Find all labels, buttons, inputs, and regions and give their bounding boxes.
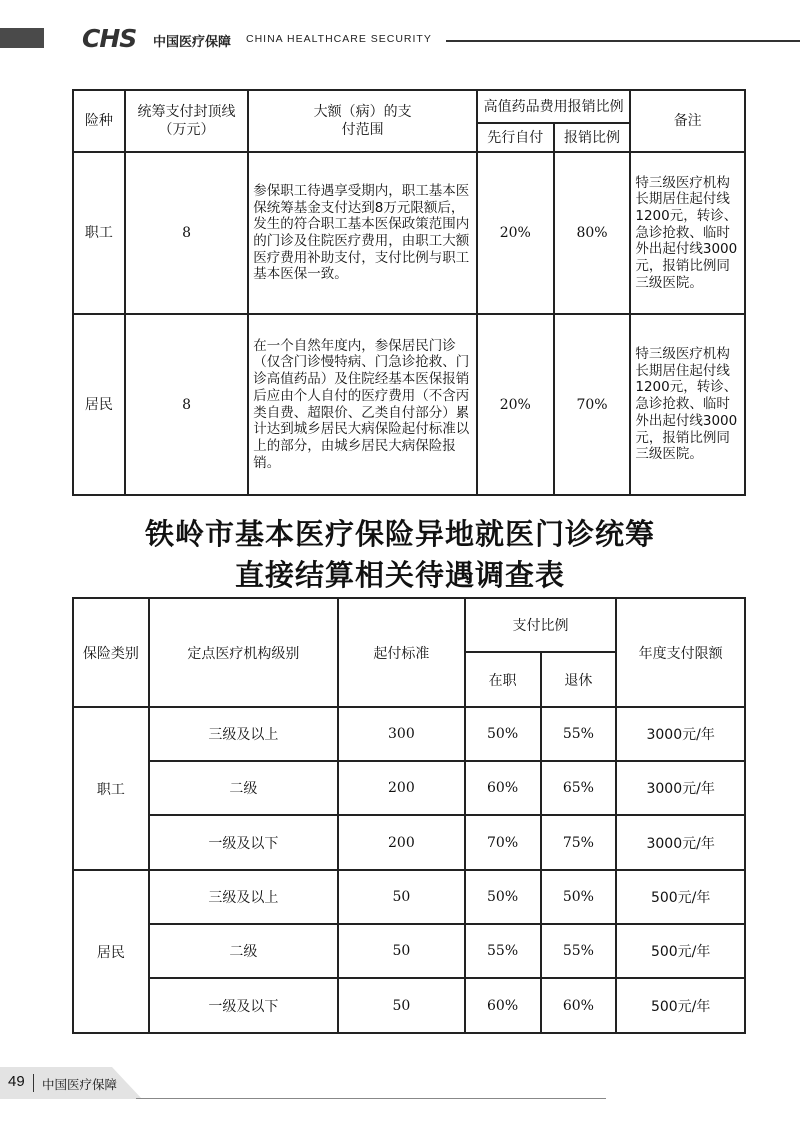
row-self-pay: 20% <box>477 314 554 495</box>
header-threshold: 起付标准 <box>338 598 465 707</box>
row-type: 职工 <box>73 152 125 314</box>
cell-limit: 500元/年 <box>616 978 745 1033</box>
header-type: 险种 <box>73 90 125 152</box>
header-category: 保险类别 <box>73 598 149 707</box>
critical-illness-table <box>72 89 746 496</box>
row-type: 居民 <box>73 314 125 495</box>
cell-retired: 75% <box>541 815 617 870</box>
cell-level: 一级及以下 <box>149 815 338 870</box>
table-row <box>73 761 745 815</box>
brand-en: CHINA HEALTHCARE SECURITY <box>246 33 432 45</box>
footer-brand: 中国医疗保障 <box>42 1077 118 1092</box>
header-self-pay: 先行自付 <box>477 123 554 152</box>
cell-limit: 3000元/年 <box>616 761 745 815</box>
row-remark: 特三级医疗机构长期居住起付线1200元，转诊、急诊抢救、临时外出起付线3000元，报销比例同三级医院。 <box>630 314 745 495</box>
table-row <box>73 870 745 924</box>
header-level: 定点医疗机构级别 <box>149 598 338 707</box>
row-self-pay: 20% <box>477 152 554 314</box>
header-rule <box>446 40 800 42</box>
table-row <box>73 924 745 978</box>
header-remark: 备注 <box>630 90 745 152</box>
row-scope: 在一个自然年度内，参保居民门诊（仅含门诊慢特病、门急诊抢救、门诊高值药品）及住院经基本医保报销后应由个人自付的医疗费用（不含丙类自费、超限价、乙类自付部分）累计达到城乡居民大病保险起付标准以上的部分，由城乡居民大病保险报销。 <box>248 314 477 495</box>
page-number: 49 <box>8 1073 25 1090</box>
cell-employed: 55% <box>465 924 541 978</box>
cell-level: 二级 <box>149 924 338 978</box>
table-row <box>73 978 745 1033</box>
brand-cn: 中国医疗保障 <box>153 35 232 50</box>
row-reimburse: 80% <box>554 152 631 314</box>
cell-level: 三级及以上 <box>149 870 338 924</box>
header-ratio: 支付比例 <box>465 598 617 652</box>
header-cap: 统筹支付封顶线（万元） <box>125 90 249 152</box>
cell-threshold: 50 <box>338 924 465 978</box>
cell-limit: 500元/年 <box>616 870 745 924</box>
table-row <box>73 707 745 761</box>
group-category: 居民 <box>73 870 149 1033</box>
cell-retired: 55% <box>541 924 617 978</box>
row-scope: 参保职工待遇享受期内，职工基本医保统筹基金支付达到8万元限额后，发生的符合职工基本医保政策范围内的门诊及住院医疗费用，由职工大额医疗费用补助支付，支付比例与职工基本医保一致。 <box>248 152 477 314</box>
footer-divider <box>33 1074 34 1092</box>
header-limit: 年度支付限额 <box>616 598 745 707</box>
cell-retired: 65% <box>541 761 617 815</box>
cell-employed: 70% <box>465 815 541 870</box>
row-reimburse: 70% <box>554 314 631 495</box>
chs-logo: CHS <box>82 24 137 53</box>
cell-retired: 55% <box>541 707 617 761</box>
header-bar <box>0 28 44 48</box>
cell-threshold: 300 <box>338 707 465 761</box>
cell-limit: 3000元/年 <box>616 815 745 870</box>
header-retired: 退休 <box>541 652 617 707</box>
cell-threshold: 200 <box>338 761 465 815</box>
group-category: 职工 <box>73 707 149 870</box>
cell-employed: 60% <box>465 978 541 1033</box>
header-drug-ratio: 高值药品费用报销比例 <box>477 90 630 123</box>
cell-retired: 50% <box>541 870 617 924</box>
row-cap: 8 <box>125 314 249 495</box>
row-remark: 特三级医疗机构长期居住起付线1200元，转诊、急诊抢救、临时外出起付线3000元，报销比例同三级医院。 <box>630 152 745 314</box>
cell-threshold: 50 <box>338 870 465 924</box>
cell-threshold: 50 <box>338 978 465 1033</box>
cell-level: 二级 <box>149 761 338 815</box>
header-reimburse: 报销比例 <box>554 123 631 152</box>
cell-level: 一级及以下 <box>149 978 338 1033</box>
page-title-line1: 铁岭市基本医疗保险异地就医门诊统筹 <box>144 517 655 551</box>
header-employed: 在职 <box>465 652 541 707</box>
cell-retired: 60% <box>541 978 617 1033</box>
row-cap: 8 <box>125 152 249 314</box>
outpatient-settlement-table <box>72 597 746 1034</box>
cell-limit: 500元/年 <box>616 924 745 978</box>
cell-employed: 60% <box>465 761 541 815</box>
footer-rule <box>136 1098 606 1099</box>
cell-level: 三级及以上 <box>149 707 338 761</box>
cell-limit: 3000元/年 <box>616 707 745 761</box>
cell-employed: 50% <box>465 707 541 761</box>
cell-employed: 50% <box>465 870 541 924</box>
cell-threshold: 200 <box>338 815 465 870</box>
header-scope: 大额（病）的支付范围 <box>248 90 477 152</box>
table-row <box>73 152 745 314</box>
page-title-line2: 直接结算相关待遇调查表 <box>234 558 565 592</box>
table-row <box>73 314 745 495</box>
table-row <box>73 815 745 870</box>
